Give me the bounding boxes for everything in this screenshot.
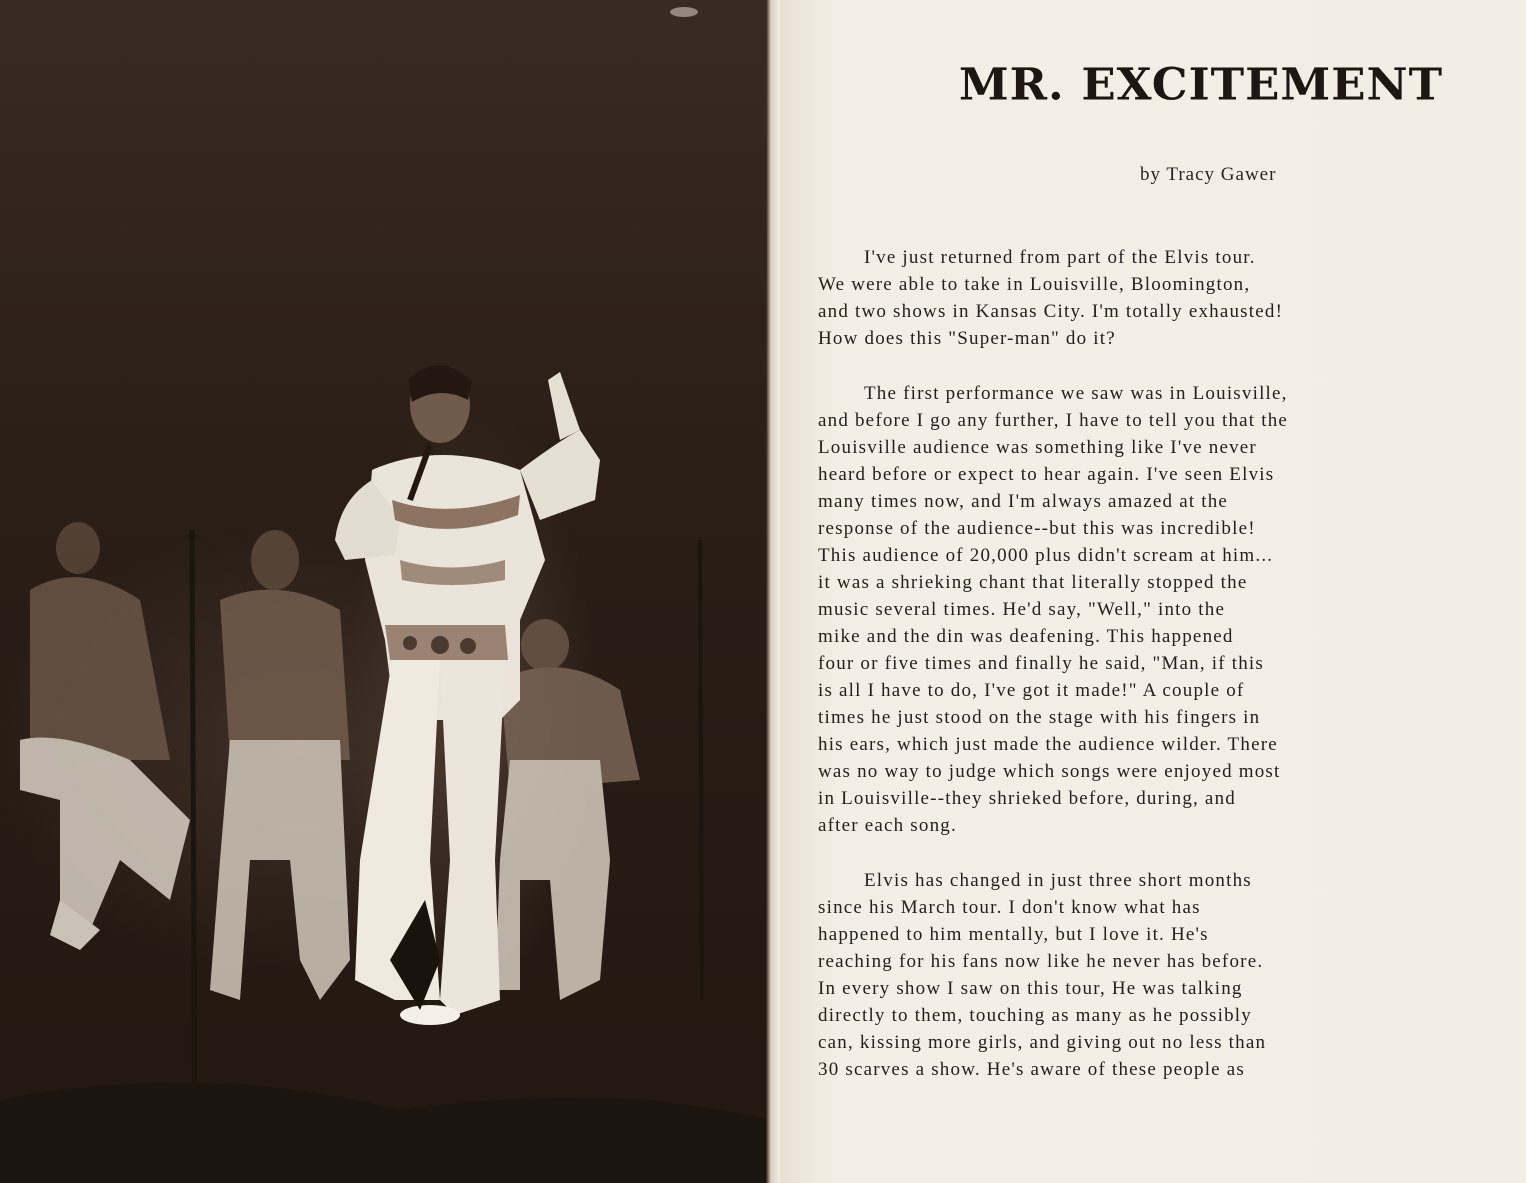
text-line: is all I have to do, I've got it made!" A couple of (818, 680, 1245, 701)
text-line: reaching for his fans now like he never has before. (818, 951, 1264, 972)
text-line: many times now, and I'm always amazed at the (818, 491, 1229, 512)
band-member-middle (210, 530, 350, 1000)
article-paragraph (818, 380, 1478, 839)
text-line: and two shows in Kansas City. I'm totally exhausted! (818, 301, 1284, 322)
article-paragraph (818, 867, 1478, 1083)
article-page (780, 0, 1526, 1183)
text-line: music several times. He'd say, "Well," into the (818, 599, 1226, 620)
article-title: MR. EXCITEMENT (958, 58, 1444, 111)
text-line: and before I go any further, I have to tell you that the (818, 410, 1289, 431)
text-line: in Louisville--they shrieked before, during, and (818, 788, 1236, 809)
text-line: The first performance we saw was in Louisville, (864, 383, 1288, 404)
text-line: four or five times and finally he said, "Man, if this (818, 653, 1264, 674)
text-line: This audience of 20,000 plus didn't scream at him... (818, 545, 1274, 566)
text-line: mike and the din was deafening. This happened (818, 626, 1234, 647)
text-line: In every show I saw on this tour, He was talking (818, 978, 1243, 999)
text-line: Elvis has changed in just three short months (864, 870, 1252, 891)
text-line: response of the audience--but this was incredible! (818, 518, 1256, 539)
text-line: was no way to judge which songs were enjoyed most (818, 761, 1281, 782)
text-line: it was a shrieking chant that literally stopped the (818, 572, 1248, 593)
text-line: We were able to take in Louisville, Bloomington, (818, 274, 1251, 295)
article-byline: by Tracy Gawer (1140, 164, 1277, 185)
article-body (818, 244, 1478, 1111)
text-line: I've just returned from part of the Elvis tour. (864, 247, 1256, 268)
text-line: directly to them, touching as many as he possibly (818, 1005, 1252, 1026)
text-line: 30 scarves a show. He's aware of these people as (818, 1059, 1245, 1080)
text-line: since his March tour. I don't know what has (818, 897, 1201, 918)
text-line: can, kissing more girls, and giving out no less than (818, 1032, 1267, 1053)
text-line: happened to him mentally, but I love it. He's (818, 924, 1209, 945)
text-line: How does this "Super-man" do it? (818, 328, 1116, 349)
text-line: times he just stood on the stage with his fingers in (818, 707, 1261, 728)
article-paragraph (818, 244, 1478, 352)
text-line: Louisville audience was something like I've never (818, 437, 1257, 458)
page-gutter (766, 0, 780, 1183)
band-member-left (20, 522, 190, 950)
text-line: after each song. (818, 815, 957, 836)
text-line: his ears, which just made the audience wilder. There (818, 734, 1278, 755)
text-line: heard before or expect to hear again. I've seen Elvis (818, 464, 1275, 485)
